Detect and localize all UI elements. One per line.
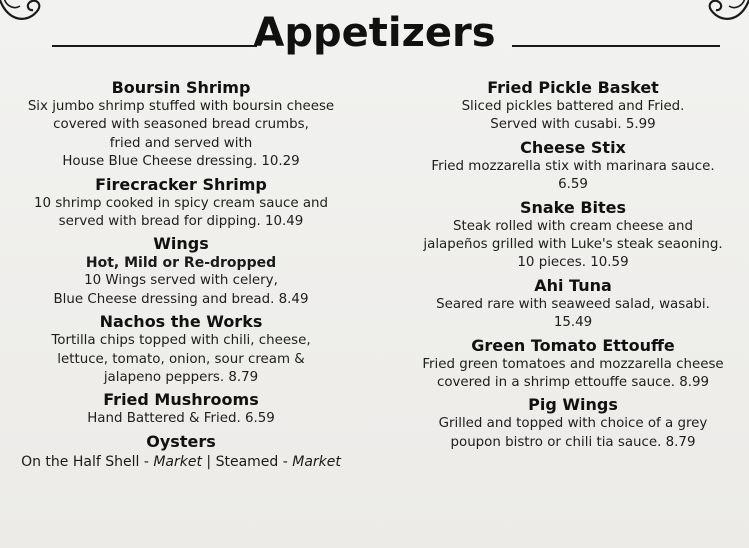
item-description-line: Grilled and topped with choice of a grey: [438, 416, 708, 432]
menu-item-wings: [0, 234, 362, 309]
menu-item-green-tomato-ettouffe: [395, 336, 749, 393]
item-name: Fried Pickle Basket: [487, 78, 659, 97]
item-description-line: covered with seasoned bread crumbs,: [53, 117, 309, 133]
item-name: Fried Mushrooms: [103, 390, 259, 410]
item-description-line: 10 pieces. 10.59: [517, 255, 629, 271]
menu-item-pig-wings: [395, 395, 749, 452]
right-column: [395, 78, 749, 455]
item-name: Snake Bites: [519, 197, 627, 217]
item-description-line: Seared rare with seaweed salad, wasabi.: [436, 296, 710, 312]
menu-item-nachos: [0, 312, 362, 387]
item-description-line: jalapeños grilled with Luke's steak seaoning.: [423, 237, 723, 253]
half-shell-price: Market: [153, 453, 202, 470]
left-column: [0, 78, 362, 475]
menu-item-firecracker-shrimp: [0, 175, 362, 232]
half-shell-label: On the Half Shell -: [21, 453, 154, 470]
item-description-line: Fried mozzarella stix with marinara sauce.: [431, 158, 715, 174]
item-description-line: 15.49: [553, 315, 593, 331]
steamed-price: Market: [292, 453, 341, 470]
item-description-line: Tortilla chips topped with chili, cheese,: [51, 333, 311, 349]
oysters-price-line: [0, 452, 362, 472]
section-title: Appetizers: [253, 10, 496, 56]
item-description-line: jalapeno peppers. 8.79: [103, 370, 259, 386]
item-description-line: 6.59: [558, 177, 588, 193]
item-name: Nachos the Works: [99, 312, 263, 332]
item-description-line: House Blue Cheese dressing. 10.29: [62, 154, 300, 170]
item-description-line: Blue Cheese dressing and bread. 8.49: [53, 291, 309, 307]
item-name: Cheese Stix: [520, 137, 626, 157]
item-name: Wings: [153, 234, 209, 254]
item-name: Oysters: [146, 431, 216, 451]
item-description-line: Fried green tomatoes and mozzarella cheese: [422, 356, 724, 372]
menu-item-snake-bites: [395, 198, 749, 273]
oysters-separator: |: [201, 453, 216, 470]
item-description-line: Hand Battered & Fried. 6.59: [87, 411, 275, 427]
item-name: Boursin Shrimp: [111, 78, 251, 97]
item-name: Ahi Tuna: [534, 275, 612, 295]
item-description-line: fried and served with: [109, 135, 253, 151]
item-description-line: 10 shrimp cooked in spicy cream sauce and: [33, 195, 329, 211]
item-subtitle: Hot, Mild or Re-dropped: [85, 255, 277, 272]
steamed-label: Steamed -: [215, 453, 293, 470]
item-description-line: poupon bistro or chili tia sauce. 8.79: [450, 434, 696, 450]
item-name: Green Tomato Ettouffe: [471, 335, 675, 355]
menu-item-oysters: [0, 432, 362, 472]
item-description-line: covered in a shrimp ettouffe sauce. 8.99: [436, 375, 710, 391]
item-name: Firecracker Shrimp: [95, 174, 267, 194]
menu-item-cheese-stix: [395, 138, 749, 195]
menu-item-boursin-shrimp: [0, 78, 362, 172]
item-description-line: served with bread for dipping. 10.49: [58, 214, 304, 230]
item-description-line: Served with cusabi. 5.99: [490, 117, 656, 133]
menu-item-ahi-tuna: [395, 276, 749, 333]
menu-item-fried-mushrooms: [0, 390, 362, 428]
header-rule-right: [512, 45, 720, 47]
section-header: [0, 8, 749, 68]
item-description-line: 10 Wings served with celery,: [84, 273, 278, 289]
menu-item-fried-pickle-basket: [395, 78, 749, 135]
item-name: Pig Wings: [528, 395, 618, 415]
item-description-line: lettuce, tomato, onion, sour cream &: [57, 351, 305, 367]
item-description-line: Steak rolled with cream cheese and: [452, 218, 694, 234]
item-description-line: Six jumbo shrimp stuffed with boursin cheese: [27, 99, 335, 114]
item-description-line: Sliced pickles battered and Fried.: [461, 99, 685, 114]
